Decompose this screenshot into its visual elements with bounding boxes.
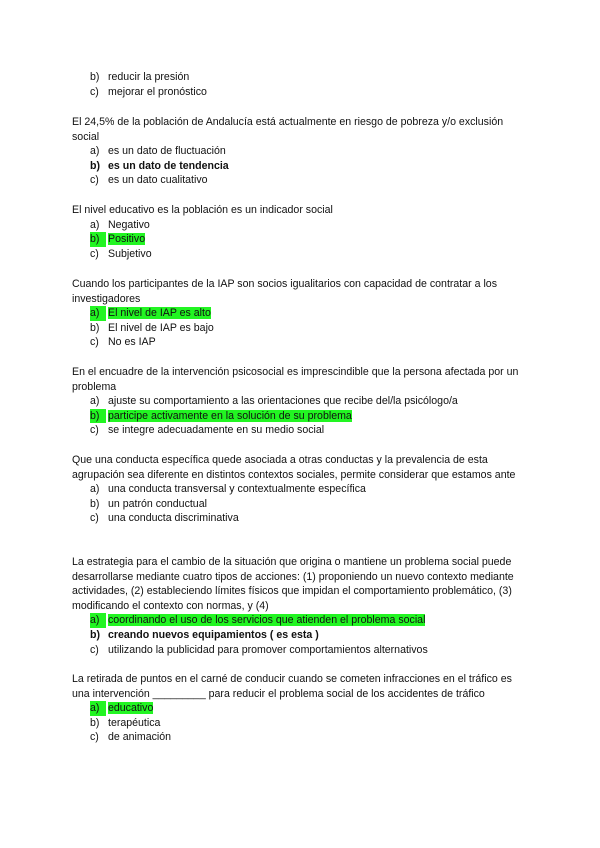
- question-block: [72, 70, 528, 99]
- option: b) reducir la presión: [90, 71, 190, 83]
- option: a) ajuste su comportamiento a las orientaciones que recibe del/la psicólogo/a: [90, 395, 458, 408]
- option: c) es un dato cualitativo: [90, 174, 208, 187]
- question-block: [72, 203, 528, 261]
- question-block: [72, 365, 528, 438]
- question-block: [72, 672, 528, 745]
- question-text: El 24,5% de la población de Andalucía está actualmente en riesgo de pobreza y/o exclusión social: [72, 116, 504, 143]
- question-block: [72, 277, 528, 350]
- option: b) un patrón conductual: [90, 497, 207, 510]
- option: c) No es IAP: [90, 336, 156, 349]
- option-highlighted: a) coordinando el uso de los servicios que atienden el problema social: [90, 614, 426, 627]
- option: b) El nivel de IAP es bajo: [90, 321, 214, 334]
- option-highlighted: a) educativo: [90, 702, 154, 715]
- question-text: El nivel educativo es la población es un indicador social: [72, 204, 333, 216]
- question-text: Cuando los participantes de la IAP son socios igualitarios con capacidad de contratar a los investigadores: [72, 278, 497, 305]
- option-highlighted: a) El nivel de IAP es alto: [90, 307, 211, 320]
- question-block: [72, 115, 528, 188]
- option: c) se integre adecuadamente en su medio social: [90, 424, 325, 437]
- question-text: Que una conducta específica quede asociada a otras conductas y la prevalencia de esta agrupación sea diferente en distintos contextos sociales, permite considerar que estamos ante: [72, 454, 516, 481]
- option-bold: b) es un dato de tendencia: [90, 159, 229, 172]
- option: a) Negativo: [90, 218, 150, 231]
- question-text: La estrategia para el cambio de la situación que origina o mantiene un problema social puede desarrollarse mediante cuatro tipos de acciones: (1) proponiendo un nuevo contexto mediante actividades, (2) estableciendo límites físicos que impidan el comportamiento problemático, (3) modificando el contexto con normas, y (4): [72, 556, 514, 612]
- question-block: [72, 555, 528, 657]
- option: c) Subjetivo: [90, 247, 152, 260]
- option: a) una conducta transversal y contextualmente específica: [90, 483, 366, 496]
- question-block: [72, 453, 528, 526]
- option: c) de animación: [90, 731, 172, 744]
- option: b) terapéutica: [90, 716, 161, 729]
- question-text: En el encuadre de la intervención psicosocial es imprescindible que la persona afectada por un problema: [72, 366, 519, 393]
- option-bold: b) creando nuevos equipamientos ( es esta ): [90, 628, 319, 641]
- option: a) es un dato de fluctuación: [90, 145, 226, 158]
- option: c) mejorar el pronóstico: [90, 85, 207, 98]
- question-text: La retirada de puntos en el carné de conducir cuando se cometen infracciones en el tráfico es una intervención _________ para reducir el problema social de los accidentes de tráfico: [72, 673, 512, 700]
- option: c) una conducta discriminativa: [90, 512, 239, 525]
- option: c) utilizando la publicidad para promover comportamientos alternativos: [90, 643, 428, 656]
- option-highlighted: b) Positivo: [90, 233, 146, 246]
- option-highlighted: b) participe activamente en la solución de su problema: [90, 409, 352, 422]
